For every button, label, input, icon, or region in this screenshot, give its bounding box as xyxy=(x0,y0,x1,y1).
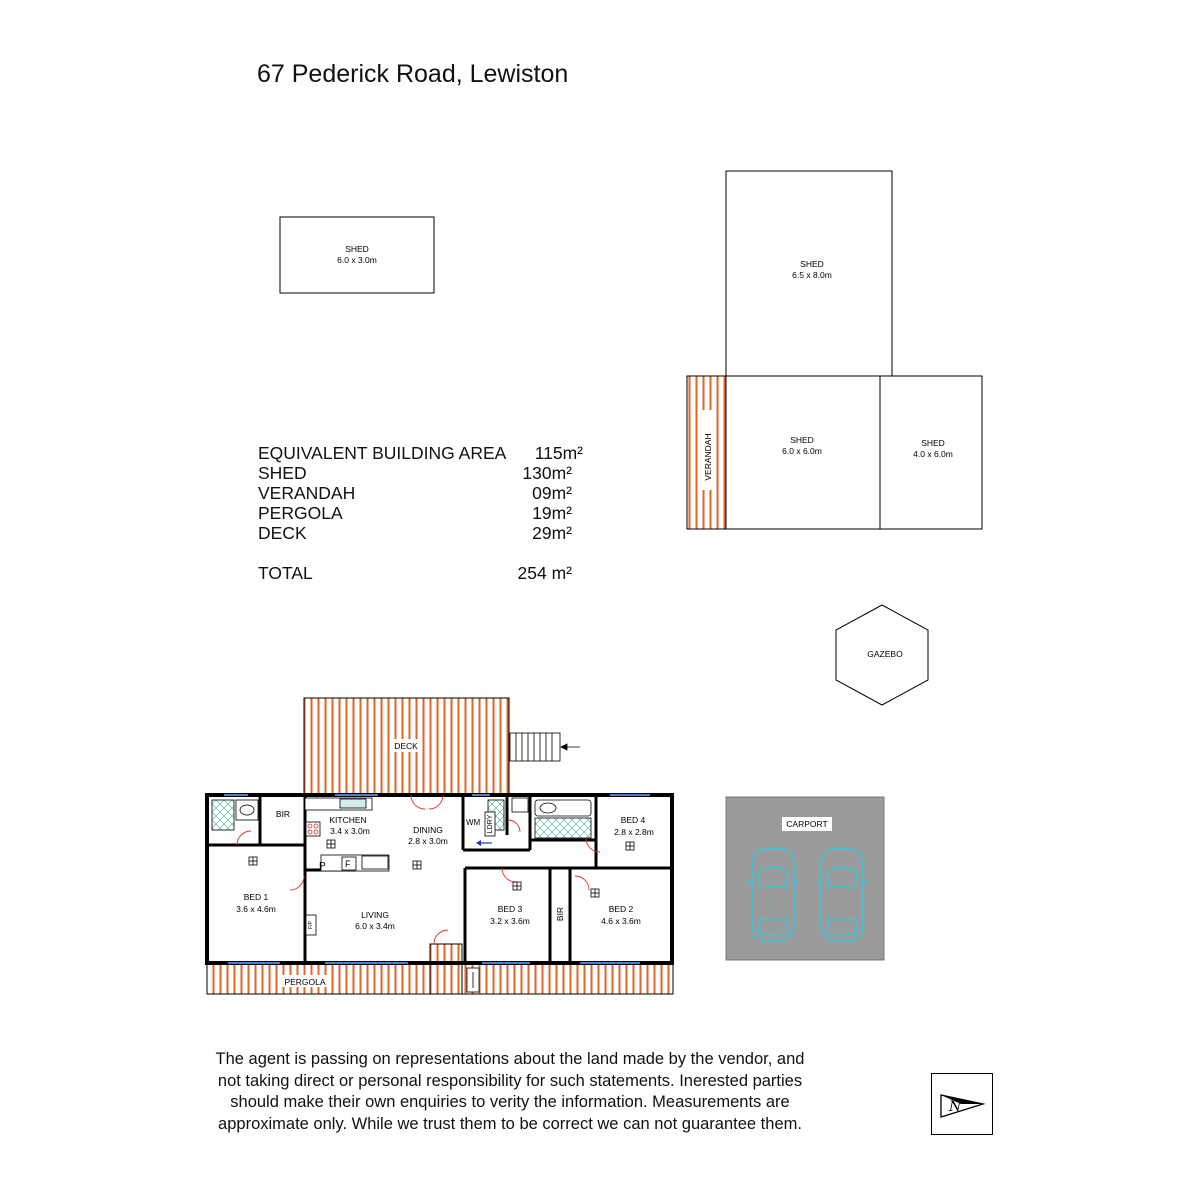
bed4-label: BED 4 xyxy=(620,815,646,825)
disclaimer-line: should make their own enquiries to verity the information. Measurements are xyxy=(230,1093,790,1111)
dining-size: 2.8 x 3.0m xyxy=(408,836,448,846)
interior-walls xyxy=(207,795,672,963)
area-value: 130m² xyxy=(522,463,572,483)
deck-stairs xyxy=(510,733,580,761)
bed3-size: 3.2 x 3.6m xyxy=(490,916,530,926)
shed-large-size: 6.5 x 8.0m xyxy=(792,270,832,280)
area-label: DECK xyxy=(258,523,307,543)
bed4-size: 2.8 x 2.8m xyxy=(614,827,654,837)
bed2-size: 4.6 x 3.6m xyxy=(601,916,641,926)
fireplace xyxy=(306,915,316,935)
area-value: 19m² xyxy=(532,503,572,523)
living-label: LIVING xyxy=(361,910,389,920)
verandah-label: VERANDAH xyxy=(703,433,713,481)
shed-mid-label: SHED xyxy=(790,435,814,445)
ensuite-fixtures xyxy=(212,798,591,838)
area-value: 115m² xyxy=(534,443,583,463)
shed-side-size: 4.0 x 6.0m xyxy=(913,449,953,459)
pergola xyxy=(207,944,673,994)
carport-label: CARPORT xyxy=(786,819,828,829)
bir-top-label: BIR xyxy=(275,809,291,819)
bed1-size: 3.6 x 4.6m xyxy=(236,904,276,914)
bed2-label: BED 2 xyxy=(608,904,634,914)
dining-label: DINING xyxy=(413,825,443,835)
disclaimer-line: approximate only. While we trust them to be correct we can not guarantee them. xyxy=(218,1114,802,1133)
shed-mid xyxy=(726,376,880,529)
total-value: 254 m² xyxy=(517,563,572,583)
gazebo xyxy=(836,605,928,705)
pergola-label: PERGOLA xyxy=(284,977,326,987)
shed-side-label: SHED xyxy=(921,438,945,448)
disclaimer-line: not taking direct or personal responsibility for such statements. Inerested parties xyxy=(217,1071,803,1090)
total-label: TOTAL xyxy=(258,563,313,583)
pantry-label: P xyxy=(319,861,326,872)
laundry-label: LDRY xyxy=(487,814,494,834)
kitchen-size: 3.4 x 3.0m xyxy=(330,826,370,836)
disclaimer xyxy=(205,1049,815,1135)
deck-label: DECK xyxy=(394,741,418,751)
disclaimer-line: The agent is passing on representations about the land made by the vendor, and xyxy=(215,1050,805,1068)
north-letter: N xyxy=(949,1099,962,1115)
shed-side xyxy=(880,376,982,529)
shed-large xyxy=(726,171,892,376)
house-walls xyxy=(207,795,672,963)
shed-large-label: SHED xyxy=(800,259,824,269)
fridge-label: F xyxy=(345,859,351,869)
verandah xyxy=(687,376,726,529)
living-size: 6.0 x 3.4m xyxy=(355,921,395,931)
area-value: 09m² xyxy=(532,483,572,503)
area-label: EQUIVALENT BUILDING AREA xyxy=(258,443,507,463)
front-steps xyxy=(430,944,479,994)
shed-small-size: 6.0 x 3.0m xyxy=(337,255,377,265)
laundry xyxy=(466,812,495,846)
bed3-label: BED 3 xyxy=(497,904,523,914)
page-title: 67 Pederick Road, Lewiston xyxy=(257,60,569,88)
carport xyxy=(726,797,884,960)
area-label: VERANDAH xyxy=(258,483,356,503)
washing-machine-label: WM xyxy=(466,818,481,827)
shed-mid-size: 6.0 x 6.0m xyxy=(782,446,822,456)
fireplace-label: F/P xyxy=(308,921,314,929)
shed-small-label: SHED xyxy=(345,244,369,254)
shed-small xyxy=(280,217,434,293)
gazebo-label: GAZEBO xyxy=(867,649,903,659)
area-label: SHED xyxy=(258,463,307,483)
kitchen-label: KITCHEN xyxy=(329,815,367,825)
area-label: PERGOLA xyxy=(258,503,343,523)
deck xyxy=(304,698,580,795)
area-value: 29m² xyxy=(532,523,572,543)
bed1-label: BED 1 xyxy=(243,892,269,902)
north-arrow-icon xyxy=(931,1073,993,1135)
bir-side-label: BIR xyxy=(555,906,565,922)
